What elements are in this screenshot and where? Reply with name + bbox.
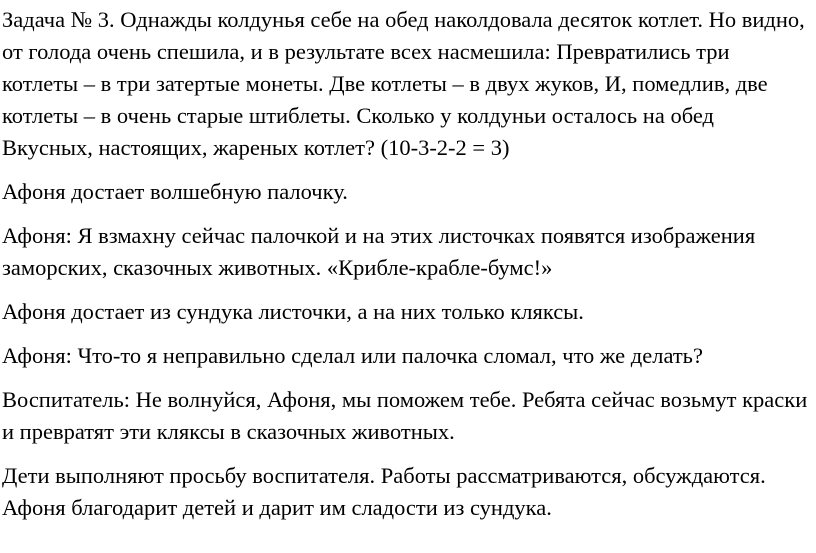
task-riddle-paragraph: Задача № 3. Однажды колдунья себе на обед наколдовала десяток котлет. Но видно, от голода очень спешила, и в результате всех насмешила: Превратились три котлеты – в три затертые монеты. Две котлеты – в двух жуков, И, помедлив, две котлеты – в очень старые штиблеты. Сколько у колдуньи осталось на обед Вкусных, настоящих, жареных котлет? (10-3-2-2 = 3) [2,7,805,160]
afonya-question-paragraph: Афоня: Что-то я неправильно сделал или палочка сломал, что же делать? [2,343,703,368]
afonya-blots-paragraph: Афоня достает из сундука листочки, а на них только кляксы. [2,299,584,324]
afonya-wand-paragraph: Афоня достает волшебную палочку. [2,179,348,204]
children-work-paragraph: Дети выполняют просьбу воспитателя. Работы рассматриваются, обсуждаются. Афоня благодарит детей и дарит им сладости из сундука. [2,463,766,520]
afonya-spell-paragraph: Афоня: Я взмахну сейчас палочкой и на этих листочках появятся изображения заморских, сказочных животных. «Крибле-крабле-бумс!» [2,223,756,280]
teacher-reply-paragraph: Воспитатель: Не волнуйся, Афоня, мы поможем тебе. Ребята сейчас возьмут краски и превратят эти кляксы в сказочных животных. [2,387,808,444]
